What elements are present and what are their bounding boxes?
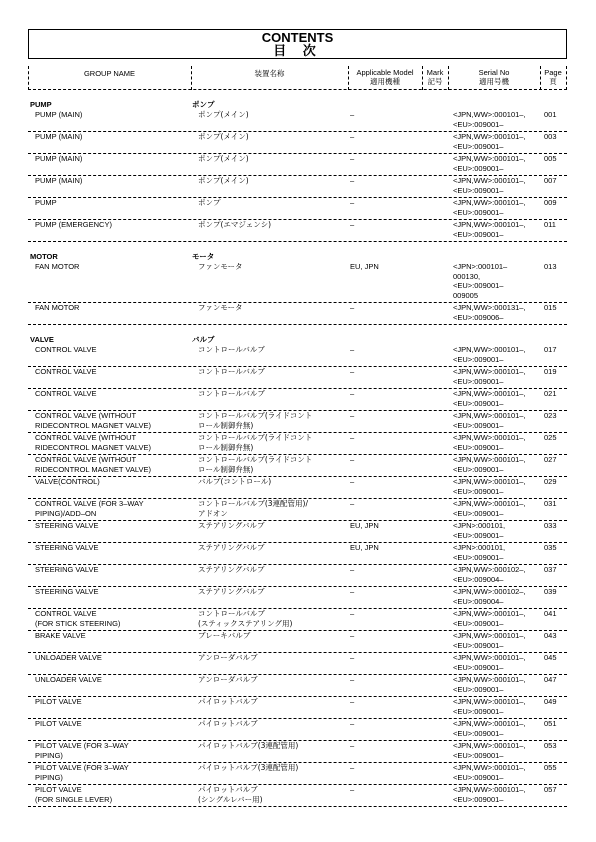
row-serial-no: <JPN,WW>:000101–, <EU>:009001– <box>453 675 526 694</box>
row-device-name: バルブ(コントロール) <box>198 477 272 486</box>
table-row[interactable] <box>28 719 567 741</box>
row-group-name: UNLOADER VALVE <box>35 653 102 662</box>
row-page-number[interactable]: 055 <box>544 763 557 772</box>
group-heading-english: VALVE <box>30 335 54 344</box>
row-serial-no: <JPN,WW>:000101–, <EU>:009001– <box>453 763 526 782</box>
row-applicable-model: – <box>350 345 355 354</box>
row-page-number[interactable]: 039 <box>544 587 557 596</box>
group-spacer <box>28 242 567 252</box>
toc-group <box>28 252 567 335</box>
row-serial-no: <JPN>:000101, <EU>:009001– <box>453 543 506 562</box>
row-page-number[interactable]: 057 <box>544 785 557 794</box>
row-serial-no: <JPN,WW>:000101–, <EU>:009001– <box>453 719 526 738</box>
row-device-name: ポンプ(メイン) <box>198 110 249 119</box>
row-group-name: CONTROL VALVE <box>35 389 97 398</box>
row-serial-no: <JPN,WW>:000101–, <EU>:009001– <box>453 433 526 452</box>
table-row[interactable] <box>28 367 567 389</box>
row-page-number[interactable]: 021 <box>544 389 557 398</box>
header-mark: Mark 記号 <box>426 68 444 86</box>
row-group-name: STEERING VALVE <box>35 543 99 552</box>
table-row[interactable] <box>28 132 567 154</box>
toc-body <box>28 100 567 817</box>
row-group-name: PUMP (MAIN) <box>35 154 83 163</box>
row-applicable-model: – <box>350 303 355 312</box>
row-group-name: CONTROL VALVE (WITHOUT RIDECONTROL MAGNET VALVE) <box>35 411 151 430</box>
table-row[interactable] <box>28 455 567 477</box>
header-bottom-rule <box>28 89 567 90</box>
row-page-number[interactable]: 029 <box>544 477 557 486</box>
row-device-name: パイロットバルブ (シングルレバー用) <box>198 785 263 804</box>
row-page-number[interactable]: 007 <box>544 176 557 185</box>
group-heading-english: MOTOR <box>30 252 58 261</box>
row-group-name: PUMP (MAIN) <box>35 176 83 185</box>
row-serial-no: <JPN>:000101, <EU>:009001– <box>453 521 506 540</box>
row-group-name: PILOT VALVE (FOR 3–WAY PIPING) <box>35 741 129 760</box>
row-serial-no: <JPN,WW>:000101–, <EU>:009001– <box>453 455 526 474</box>
row-device-name: ステアリングバルブ <box>198 587 265 596</box>
row-page-number[interactable]: 019 <box>544 367 557 376</box>
table-row[interactable] <box>28 697 567 719</box>
row-device-name: パイロットバルブ <box>198 697 258 706</box>
row-group-name: CONTROL VALVE <box>35 367 97 376</box>
row-page-number[interactable]: 033 <box>544 521 557 530</box>
group-heading <box>28 335 567 345</box>
row-applicable-model: EU, JPN <box>350 262 379 271</box>
header-applicable-model: Applicable Model 適用機種 <box>356 68 414 86</box>
row-page-number[interactable]: 051 <box>544 719 557 728</box>
table-row[interactable] <box>28 499 567 521</box>
row-applicable-model: EU, JPN <box>350 521 379 530</box>
row-group-name: STEERING VALVE <box>35 521 99 530</box>
row-serial-no: <JPN,WW>:000101–, <EU>:009001– <box>453 345 526 364</box>
table-row[interactable] <box>28 198 567 220</box>
row-page-number[interactable]: 017 <box>544 345 557 354</box>
row-page-number[interactable]: 037 <box>544 565 557 574</box>
row-serial-no: <JPN,WW>:000101–, <EU>:009001– <box>453 389 526 408</box>
table-row[interactable] <box>28 565 567 587</box>
row-serial-no: <JPN,WW>:000101–, <EU>:009001– <box>453 220 526 239</box>
row-page-number[interactable]: 031 <box>544 499 557 508</box>
row-group-name: PILOT VALVE <box>35 697 82 706</box>
row-applicable-model: – <box>350 154 355 163</box>
row-applicable-model: – <box>350 132 355 141</box>
row-applicable-model: – <box>350 653 355 662</box>
header-page: Page 頁 <box>544 68 562 86</box>
row-serial-no: <JPN,WW>:000101–, <EU>:009001– <box>453 154 526 173</box>
row-page-number[interactable]: 011 <box>544 220 556 229</box>
table-row[interactable] <box>28 262 567 303</box>
row-serial-no: <JPN,WW>:000101–, <EU>:009001– <box>453 609 526 628</box>
row-page-number[interactable]: 003 <box>544 132 557 141</box>
row-serial-no: <JPN,WW>:000101–, <EU>:009001– <box>453 411 526 430</box>
table-row[interactable] <box>28 220 567 242</box>
row-device-name: ポンプ(メイン) <box>198 154 249 163</box>
table-row[interactable] <box>28 154 567 176</box>
row-device-name: コントロールバルブ <box>198 345 265 354</box>
row-serial-no: <JPN,WW>:000101–, <EU>:009001– <box>453 697 526 716</box>
row-page-number[interactable]: 049 <box>544 697 557 706</box>
row-applicable-model: – <box>350 697 355 706</box>
row-serial-no: <JPN,WW>:000101–, <EU>:009001– <box>453 176 526 195</box>
row-device-name: コントロールバルブ <box>198 367 265 376</box>
row-group-name: CONTROL VALVE (WITHOUT RIDECONTROL MAGNET VALVE) <box>35 455 151 474</box>
row-group-name: BRAKE VALVE <box>35 631 86 640</box>
row-group-name: PUMP (MAIN) <box>35 132 83 141</box>
row-group-name: FAN MOTOR <box>35 303 80 312</box>
row-serial-no: <JPN,WW>:000101–, <EU>:009001– <box>453 132 526 151</box>
table-row[interactable] <box>28 110 567 132</box>
row-group-name: PUMP (MAIN) <box>35 110 83 119</box>
group-spacer <box>28 325 567 335</box>
row-device-name: ブレーキバルブ <box>198 631 251 640</box>
group-spacer <box>28 807 567 817</box>
table-row[interactable] <box>28 345 567 367</box>
row-serial-no: <JPN,WW>:000101–, <EU>:009001– <box>453 110 526 129</box>
row-page-number[interactable]: 013 <box>544 262 557 271</box>
row-applicable-model: – <box>350 719 355 728</box>
row-applicable-model: – <box>350 176 355 185</box>
row-serial-no: <JPN,WW>:000102–, <EU>:009004– <box>453 587 526 606</box>
table-row[interactable] <box>28 675 567 697</box>
header-device-name: 装置名称 <box>254 69 285 78</box>
row-device-name: パイロットバルブ(3連配管用) <box>198 741 299 750</box>
row-serial-no: <JPN,WW>:000101–, <EU>:009001– <box>453 198 526 217</box>
row-page-number[interactable]: 045 <box>544 653 557 662</box>
row-applicable-model: – <box>350 389 355 398</box>
table-row[interactable] <box>28 631 567 653</box>
row-applicable-model: – <box>350 763 355 772</box>
row-applicable-model: – <box>350 220 355 229</box>
row-serial-no: <JPN,WW>:000131–, <EU>:009006– <box>453 303 526 322</box>
table-row[interactable] <box>28 433 567 455</box>
row-device-name: ポンプ <box>198 198 221 207</box>
row-group-name: CONTROL VALVE (FOR STICK STEERING) <box>35 609 121 628</box>
row-group-name: CONTROL VALVE (FOR 3–WAY PIPING)/ADD–ON <box>35 499 144 518</box>
table-row[interactable] <box>28 609 567 631</box>
row-page-number[interactable]: 047 <box>544 675 557 684</box>
table-row[interactable] <box>28 521 567 543</box>
row-applicable-model: – <box>350 565 355 574</box>
group-heading-english: PUMP <box>30 100 52 109</box>
title-japanese: 目 次 <box>273 44 322 59</box>
row-device-name: ファンモータ <box>198 262 243 271</box>
row-serial-no: <JPN,WW>:000101–, <EU>:009001– <box>453 785 526 804</box>
row-device-name: コントロールバルブ (スティックステアリング用) <box>198 609 293 628</box>
row-group-name: UNLOADER VALVE <box>35 675 102 684</box>
row-group-name: FAN MOTOR <box>35 262 80 271</box>
group-heading-japanese: モータ <box>192 252 215 261</box>
table-row[interactable] <box>28 176 567 198</box>
row-page-number[interactable]: 027 <box>544 455 557 464</box>
row-serial-no: <JPN,WW>:000101–, <EU>:009001– <box>453 741 526 760</box>
group-heading-japanese: ポンプ <box>192 100 215 109</box>
row-page-number[interactable]: 025 <box>544 433 557 442</box>
row-applicable-model: – <box>350 477 355 486</box>
row-device-name: コントロールバルブ(ライドコント ロール制御弁無) <box>198 411 313 430</box>
row-group-name: VALVE(CONTROL) <box>35 477 100 486</box>
header-group-name: GROUP NAME <box>83 69 136 78</box>
row-applicable-model: – <box>350 741 355 750</box>
row-serial-no: <JPN,WW>:000101–, <EU>:009001– <box>453 653 526 672</box>
row-applicable-model: – <box>350 455 355 464</box>
toc-group <box>28 335 567 817</box>
row-applicable-model: – <box>350 110 355 119</box>
row-device-name: ファンモータ <box>198 303 243 312</box>
row-page-number[interactable]: 009 <box>544 198 557 207</box>
row-group-name: CONTROL VALVE <box>35 345 97 354</box>
row-group-name: PILOT VALVE (FOR SINGLE LEVER) <box>35 785 113 804</box>
row-device-name: ポンプ(メイン) <box>198 176 249 185</box>
row-page-number[interactable]: 001 <box>544 110 557 119</box>
table-row[interactable] <box>28 389 567 411</box>
row-serial-no: <JPN>:000101– 000130, <EU>:009001– 009005 <box>453 262 508 300</box>
table-header <box>28 66 567 90</box>
table-row[interactable] <box>28 411 567 433</box>
row-group-name: STEERING VALVE <box>35 587 99 596</box>
row-device-name: アンローダバルブ <box>198 653 258 662</box>
row-applicable-model: – <box>350 198 355 207</box>
row-applicable-model: – <box>350 499 355 508</box>
header-divider <box>566 66 567 90</box>
row-page-number[interactable]: 015 <box>544 303 557 312</box>
row-device-name: コントロールバルブ(ライドコント ロール制御弁無) <box>198 433 313 452</box>
row-group-name: STEERING VALVE <box>35 565 99 574</box>
row-group-name: PILOT VALVE (FOR 3–WAY PIPING) <box>35 763 129 782</box>
table-row[interactable] <box>28 741 567 763</box>
row-applicable-model: EU, JPN <box>350 543 379 552</box>
row-device-name: パイロットバルブ(3連配管用) <box>198 763 299 772</box>
group-heading <box>28 100 567 110</box>
table-row[interactable] <box>28 303 567 325</box>
group-heading <box>28 252 567 262</box>
row-page-number[interactable]: 043 <box>544 631 557 640</box>
header-serial-no: Serial No 適用号機 <box>478 68 510 86</box>
row-serial-no: <JPN,WW>:000102–, <EU>:009004– <box>453 565 526 584</box>
row-device-name: ステアリングバルブ <box>198 521 265 530</box>
row-group-name: PILOT VALVE <box>35 719 82 728</box>
row-group-name: PUMP <box>35 198 57 207</box>
row-device-name: アンローダバルブ <box>198 675 258 684</box>
table-row[interactable] <box>28 653 567 675</box>
row-device-name: コントロールバルブ(3連配管用)/ アドオン <box>198 499 308 518</box>
row-device-name: ステアリングバルブ <box>198 565 265 574</box>
table-row[interactable] <box>28 587 567 609</box>
row-page-number[interactable]: 023 <box>544 411 557 420</box>
table-row[interactable] <box>28 763 567 785</box>
title-box <box>28 29 567 59</box>
row-applicable-model: – <box>350 631 355 640</box>
table-row[interactable] <box>28 477 567 499</box>
row-applicable-model: – <box>350 587 355 596</box>
row-group-name: CONTROL VALVE (WITHOUT RIDECONTROL MAGNET VALVE) <box>35 433 151 452</box>
row-group-name: PUMP (EMERGENCY) <box>35 220 112 229</box>
row-device-name: ステアリングバルブ <box>198 543 265 552</box>
row-device-name: パイロットバルブ <box>198 719 258 728</box>
row-device-name: ポンプ(エマジェンシ) <box>198 220 272 229</box>
row-page-number[interactable]: 005 <box>544 154 557 163</box>
row-serial-no: <JPN,WW>:000101–, <EU>:009001– <box>453 499 526 518</box>
group-heading-japanese: バルブ <box>192 335 215 344</box>
row-device-name: ポンプ(メイン) <box>198 132 249 141</box>
row-applicable-model: – <box>350 609 355 618</box>
row-page-number[interactable]: 053 <box>544 741 557 750</box>
row-applicable-model: – <box>350 785 355 794</box>
row-applicable-model: – <box>350 367 355 376</box>
row-page-number[interactable]: 035 <box>544 543 557 552</box>
row-device-name: コントロールバルブ(ライドコント ロール制御弁無) <box>198 455 313 474</box>
row-applicable-model: – <box>350 433 355 442</box>
toc-group <box>28 100 567 252</box>
table-row[interactable] <box>28 543 567 565</box>
row-serial-no: <JPN,WW>:000101–, <EU>:009001– <box>453 367 526 386</box>
table-row[interactable] <box>28 785 567 807</box>
title-english: CONTENTS <box>261 30 334 45</box>
row-serial-no: <JPN,WW>:000101–, <EU>:009001– <box>453 631 526 650</box>
row-page-number[interactable]: 041 <box>544 609 557 618</box>
row-device-name: コントロールバルブ <box>198 389 265 398</box>
row-applicable-model: – <box>350 675 355 684</box>
row-applicable-model: – <box>350 411 355 420</box>
row-serial-no: <JPN,WW>:000101–, <EU>:009001– <box>453 477 526 496</box>
